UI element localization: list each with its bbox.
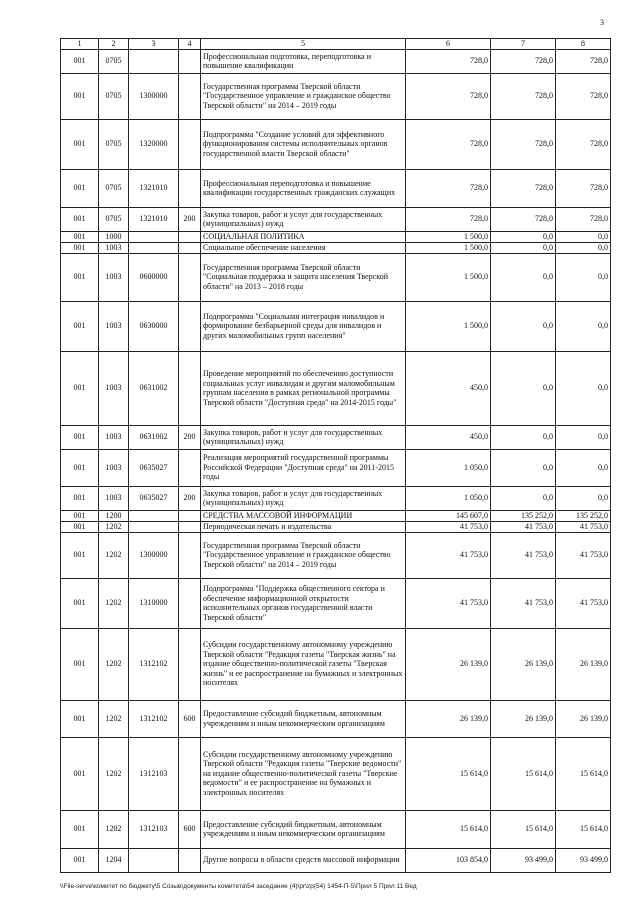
admin-code-cell: 001 <box>61 119 99 169</box>
target-code-cell <box>129 49 179 73</box>
target-code-cell: 0631002 <box>129 425 179 449</box>
item-name-cell: Подпрограмма "Поддержка общественного сектора и обеспечение информационной открытости исполнительных органов государственной власти Тверской области" <box>201 578 406 628</box>
target-code-cell: 1310000 <box>129 578 179 628</box>
table-row <box>61 737 611 810</box>
section-code-cell: 1202 <box>99 578 129 628</box>
target-code-cell <box>129 521 179 532</box>
item-name-cell: Закупка товаров, работ и услуг для государственных (муниципальных) нужд <box>201 425 406 449</box>
amount-cell-col8: 15 614,0 <box>556 737 611 810</box>
admin-code-cell: 001 <box>61 486 99 510</box>
admin-code-cell: 001 <box>61 628 99 700</box>
amount-cell-col6: 41 753,0 <box>406 532 491 578</box>
amount-cell-col8: 0,0 <box>556 242 611 253</box>
table-row <box>61 532 611 578</box>
amount-cell-col6: 145 607,0 <box>406 510 491 521</box>
expense-type-cell <box>179 351 201 425</box>
target-code-cell <box>129 510 179 521</box>
amount-cell-col7: 0,0 <box>491 351 556 425</box>
expense-type-cell: 200 <box>179 207 201 231</box>
amount-cell-col7: 93 499,0 <box>491 848 556 872</box>
expense-type-cell: 600 <box>179 700 201 737</box>
amount-cell-col7: 135 252,0 <box>491 510 556 521</box>
section-code-cell: 1202 <box>99 737 129 810</box>
amount-cell-col6: 41 753,0 <box>406 578 491 628</box>
table-row <box>61 628 611 700</box>
target-code-cell: 1312103 <box>129 737 179 810</box>
expense-type-cell: 200 <box>179 425 201 449</box>
amount-cell-col7: 728,0 <box>491 169 556 207</box>
budget-table <box>60 38 611 873</box>
target-code-cell: 0635027 <box>129 449 179 486</box>
column-header: 2 <box>99 39 129 50</box>
expense-type-cell <box>179 49 201 73</box>
section-code-cell: 1003 <box>99 301 129 351</box>
section-code-cell: 1003 <box>99 449 129 486</box>
amount-cell-col6: 1 500,0 <box>406 242 491 253</box>
target-code-cell: 1300000 <box>129 73 179 119</box>
item-name-cell: Подпрограмма "Создание условий для эффективного функционирования системы исполнительных органов государственной власти Тверской области" <box>201 119 406 169</box>
item-name-cell: Профессиональная подготовка, переподготовка и повышение квалификации <box>201 49 406 73</box>
target-code-cell: 1321010 <box>129 207 179 231</box>
admin-code-cell: 001 <box>61 49 99 73</box>
amount-cell-col7: 728,0 <box>491 207 556 231</box>
item-name-cell: СОЦИАЛЬНАЯ ПОЛИТИКА <box>201 231 406 242</box>
amount-cell-col7: 0,0 <box>491 253 556 301</box>
item-name-cell: Предоставление субсидий бюджетным, автономным учреждениям и иным некоммерческим организациям <box>201 700 406 737</box>
expense-type-cell: 600 <box>179 810 201 848</box>
expense-type-cell <box>179 532 201 578</box>
column-header: 8 <box>556 39 611 50</box>
table-row <box>61 119 611 169</box>
admin-code-cell: 001 <box>61 810 99 848</box>
item-name-cell: Закупка товаров, работ и услуг для государственных (муниципальных) нужд <box>201 486 406 510</box>
section-code-cell: 0705 <box>99 169 129 207</box>
table-row <box>61 848 611 872</box>
amount-cell-col6: 1 500,0 <box>406 231 491 242</box>
target-code-cell: 0600000 <box>129 253 179 301</box>
target-code-cell: 1312102 <box>129 700 179 737</box>
amount-cell-col6: 26 139,0 <box>406 700 491 737</box>
item-name-cell: Государственная программа Тверской области "Государственное управление и гражданское общество Тверской области" на 2014 – 2019 годы <box>201 73 406 119</box>
amount-cell-col7: 728,0 <box>491 73 556 119</box>
section-code-cell: 1202 <box>99 521 129 532</box>
column-header: 4 <box>179 39 201 50</box>
amount-cell-col8: 93 499,0 <box>556 848 611 872</box>
amount-cell-col6: 728,0 <box>406 73 491 119</box>
target-code-cell: 0630000 <box>129 301 179 351</box>
amount-cell-col8: 41 753,0 <box>556 521 611 532</box>
amount-cell-col7: 728,0 <box>491 119 556 169</box>
table-row <box>61 253 611 301</box>
section-code-cell: 1003 <box>99 253 129 301</box>
amount-cell-col8: 26 139,0 <box>556 700 611 737</box>
amount-cell-col8: 728,0 <box>556 73 611 119</box>
section-code-cell: 1202 <box>99 810 129 848</box>
amount-cell-col7: 0,0 <box>491 301 556 351</box>
table-row <box>61 207 611 231</box>
amount-cell-col8: 41 753,0 <box>556 578 611 628</box>
amount-cell-col6: 450,0 <box>406 425 491 449</box>
table-row <box>61 510 611 521</box>
target-code-cell: 1321010 <box>129 169 179 207</box>
item-name-cell: Подпрограмма "Социальная интеграция инвалидов и формирование безбарьерной среды для инвалидов и других маломобильных групп населения" <box>201 301 406 351</box>
admin-code-cell: 001 <box>61 231 99 242</box>
amount-cell-col8: 0,0 <box>556 449 611 486</box>
section-code-cell: 1003 <box>99 486 129 510</box>
section-code-cell: 1000 <box>99 231 129 242</box>
amount-cell-col8: 0,0 <box>556 253 611 301</box>
amount-cell-col7: 15 614,0 <box>491 737 556 810</box>
column-header: 6 <box>406 39 491 50</box>
amount-cell-col6: 450,0 <box>406 351 491 425</box>
expense-type-cell <box>179 449 201 486</box>
target-code-cell: 1300000 <box>129 532 179 578</box>
section-code-cell: 1003 <box>99 242 129 253</box>
table-row <box>61 242 611 253</box>
admin-code-cell: 001 <box>61 207 99 231</box>
admin-code-cell: 001 <box>61 737 99 810</box>
expense-type-cell: 200 <box>179 486 201 510</box>
amount-cell-col8: 15 614,0 <box>556 810 611 848</box>
expense-type-cell <box>179 73 201 119</box>
amount-cell-col6: 15 614,0 <box>406 737 491 810</box>
amount-cell-col6: 1 050,0 <box>406 486 491 510</box>
column-header: 1 <box>61 39 99 50</box>
target-code-cell: 1312103 <box>129 810 179 848</box>
item-name-cell: Государственная программа Тверской области "Социальная поддержка и защита населения Тверской области" на 2013 – 2018 годы <box>201 253 406 301</box>
section-code-cell: 0705 <box>99 119 129 169</box>
table-row <box>61 425 611 449</box>
section-code-cell: 1202 <box>99 628 129 700</box>
amount-cell-col6: 15 614,0 <box>406 810 491 848</box>
amount-cell-col6: 1 500,0 <box>406 301 491 351</box>
amount-cell-col7: 0,0 <box>491 425 556 449</box>
section-code-cell: 1204 <box>99 848 129 872</box>
amount-cell-col7: 0,0 <box>491 231 556 242</box>
table-row <box>61 169 611 207</box>
table-row <box>61 521 611 532</box>
amount-cell-col6: 103 854,0 <box>406 848 491 872</box>
admin-code-cell: 001 <box>61 510 99 521</box>
admin-code-cell: 001 <box>61 169 99 207</box>
target-code-cell <box>129 242 179 253</box>
amount-cell-col6: 728,0 <box>406 169 491 207</box>
amount-cell-col8: 728,0 <box>556 119 611 169</box>
admin-code-cell: 001 <box>61 351 99 425</box>
item-name-cell: Социальное обеспечение населения <box>201 242 406 253</box>
expense-type-cell <box>179 231 201 242</box>
expense-type-cell <box>179 628 201 700</box>
amount-cell-col6: 728,0 <box>406 207 491 231</box>
amount-cell-col7: 0,0 <box>491 486 556 510</box>
section-code-cell: 0705 <box>99 73 129 119</box>
section-code-cell: 1202 <box>99 532 129 578</box>
column-header: 5 <box>201 39 406 50</box>
file-path-footer: \\File-serve\комитет по бюджету\5 Созыв\документы комитета\54 заседание (4)\pr\zp(54) 1454-П-5\Прил 5 Прил 11 Вед <box>60 883 417 890</box>
admin-code-cell: 001 <box>61 848 99 872</box>
expense-type-cell <box>179 737 201 810</box>
admin-code-cell: 001 <box>61 301 99 351</box>
admin-code-cell: 001 <box>61 242 99 253</box>
item-name-cell: Проведение мероприятий по обеспечению доступности социальных услуг инвалидам и другим маломобильным группам населения в рамках региональной программы Тверской области "Доступная среда" на 2014-2015 годы" <box>201 351 406 425</box>
amount-cell-col7: 26 139,0 <box>491 700 556 737</box>
amount-cell-col8: 135 252,0 <box>556 510 611 521</box>
amount-cell-col6: 41 753,0 <box>406 521 491 532</box>
amount-cell-col8: 26 139,0 <box>556 628 611 700</box>
amount-cell-col7: 15 614,0 <box>491 810 556 848</box>
amount-cell-col8: 0,0 <box>556 351 611 425</box>
item-name-cell: Периодическая печать и издательства <box>201 521 406 532</box>
amount-cell-col8: 0,0 <box>556 486 611 510</box>
table-row <box>61 231 611 242</box>
amount-cell-col7: 0,0 <box>491 449 556 486</box>
amount-cell-col6: 728,0 <box>406 49 491 73</box>
target-code-cell: 0631002 <box>129 351 179 425</box>
admin-code-cell: 001 <box>61 700 99 737</box>
admin-code-cell: 001 <box>61 521 99 532</box>
table-row <box>61 449 611 486</box>
item-name-cell: Предоставление субсидий бюджетным, автономным учреждениям и иным некоммерческим организациям <box>201 810 406 848</box>
admin-code-cell: 001 <box>61 532 99 578</box>
amount-cell-col7: 41 753,0 <box>491 521 556 532</box>
admin-code-cell: 001 <box>61 253 99 301</box>
expense-type-cell <box>179 119 201 169</box>
amount-cell-col6: 1 050,0 <box>406 449 491 486</box>
section-code-cell: 1003 <box>99 425 129 449</box>
expense-type-cell <box>179 253 201 301</box>
table-row <box>61 351 611 425</box>
expense-type-cell <box>179 301 201 351</box>
item-name-cell: СРЕДСТВА МАССОВОЙ ИНФОРМАЦИИ <box>201 510 406 521</box>
expense-type-cell <box>179 578 201 628</box>
table-row <box>61 486 611 510</box>
table-row <box>61 73 611 119</box>
section-code-cell: 0705 <box>99 49 129 73</box>
amount-cell-col7: 0,0 <box>491 242 556 253</box>
section-code-cell: 0705 <box>99 207 129 231</box>
expense-type-cell <box>179 169 201 207</box>
table-row <box>61 49 611 73</box>
admin-code-cell: 001 <box>61 73 99 119</box>
amount-cell-col8: 728,0 <box>556 207 611 231</box>
amount-cell-col7: 41 753,0 <box>491 578 556 628</box>
admin-code-cell: 001 <box>61 578 99 628</box>
admin-code-cell: 001 <box>61 449 99 486</box>
table-row <box>61 810 611 848</box>
amount-cell-col7: 26 139,0 <box>491 628 556 700</box>
amount-cell-col6: 728,0 <box>406 119 491 169</box>
admin-code-cell: 001 <box>61 425 99 449</box>
amount-cell-col8: 728,0 <box>556 49 611 73</box>
target-code-cell: 1312102 <box>129 628 179 700</box>
amount-cell-col6: 1 500,0 <box>406 253 491 301</box>
expense-type-cell <box>179 510 201 521</box>
amount-cell-col8: 0,0 <box>556 425 611 449</box>
amount-cell-col8: 41 753,0 <box>556 532 611 578</box>
expense-type-cell <box>179 242 201 253</box>
amount-cell-col7: 41 753,0 <box>491 532 556 578</box>
page-number: 3 <box>600 18 604 27</box>
target-code-cell <box>129 848 179 872</box>
item-name-cell: Закупка товаров, работ и услуг для государственных (муниципальных) нужд <box>201 207 406 231</box>
column-header: 3 <box>129 39 179 50</box>
table-row <box>61 700 611 737</box>
target-code-cell <box>129 231 179 242</box>
amount-cell-col7: 728,0 <box>491 49 556 73</box>
amount-cell-col8: 0,0 <box>556 231 611 242</box>
item-name-cell: Другие вопросы в области средств массовой информации <box>201 848 406 872</box>
section-code-cell: 1003 <box>99 351 129 425</box>
table-header-row <box>61 39 611 50</box>
item-name-cell: Субсидии государственному автономному учреждению Тверской области "Редакция газеты "Тверские ведомости" на издание общественно-политической газеты "Тверские ведомости" и ее распространение на бумажных и электронных носителях <box>201 737 406 810</box>
section-code-cell: 1200 <box>99 510 129 521</box>
item-name-cell: Субсидии государственному автономному учреждению Тверской области "Редакция газеты "Тверская жизнь" на издание общественно-политической газеты "Тверская жизнь" и ее распространение на бумажных и электронных носителях <box>201 628 406 700</box>
amount-cell-col6: 26 139,0 <box>406 628 491 700</box>
amount-cell-col8: 728,0 <box>556 169 611 207</box>
target-code-cell: 0635027 <box>129 486 179 510</box>
table-row <box>61 578 611 628</box>
amount-cell-col8: 0,0 <box>556 301 611 351</box>
item-name-cell: Реализация мероприятий государственной программы Российской Федерации "Доступная среда" на 2011-2015 годы <box>201 449 406 486</box>
item-name-cell: Профессиональная переподготовка и повышение квалификации государственных гражданских служащих <box>201 169 406 207</box>
section-code-cell: 1202 <box>99 700 129 737</box>
column-header: 7 <box>491 39 556 50</box>
target-code-cell: 1320000 <box>129 119 179 169</box>
item-name-cell: Государственная программа Тверской области "Государственное управление и гражданское общество Тверской области" на 2014 – 2019 годы <box>201 532 406 578</box>
expense-type-cell <box>179 848 201 872</box>
expense-type-cell <box>179 521 201 532</box>
table-row <box>61 301 611 351</box>
